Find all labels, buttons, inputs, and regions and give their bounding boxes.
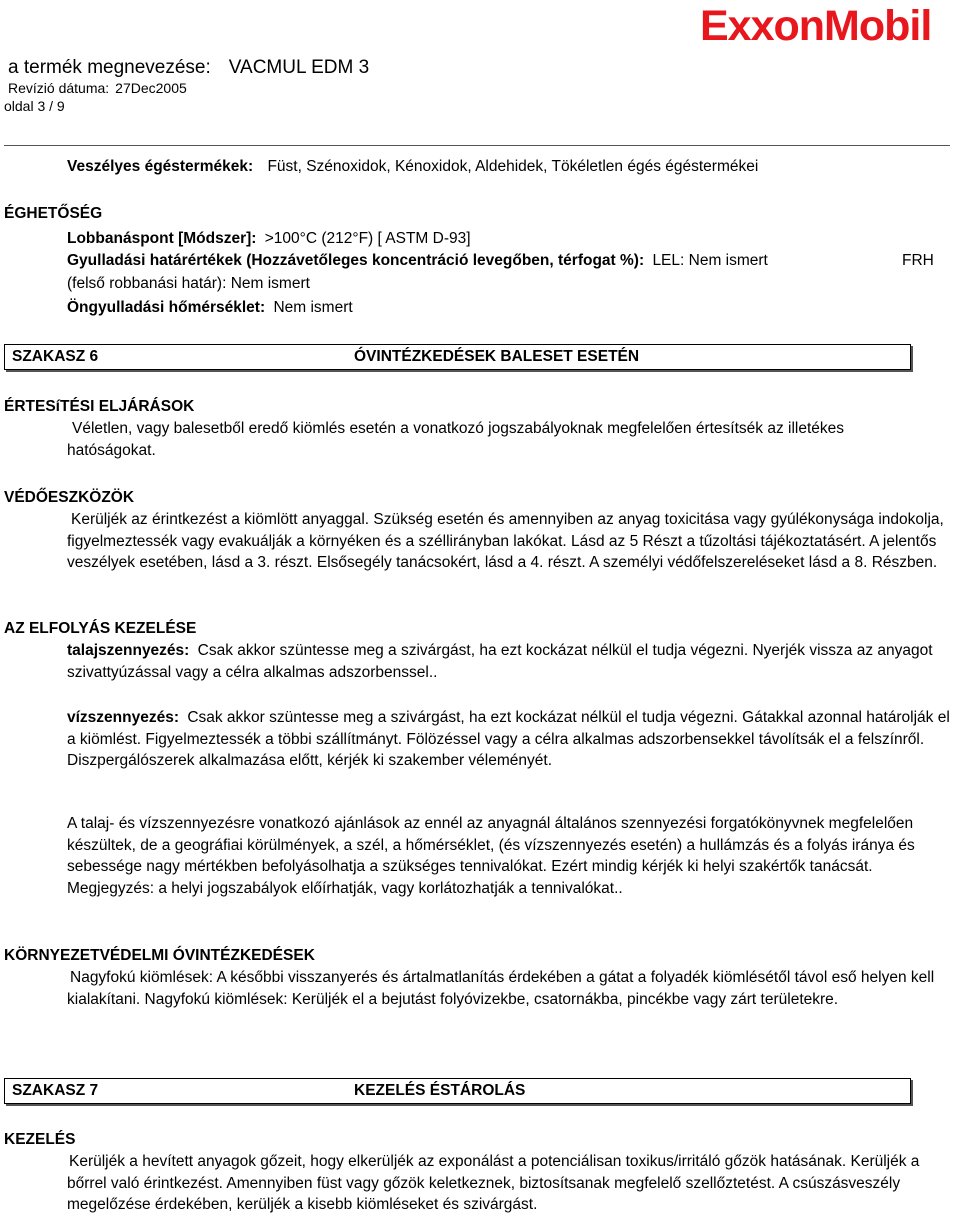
autoignition-line [67, 297, 353, 319]
exxonmobil-logo [700, 2, 955, 48]
section-6-number: SZAKASZ 6 [12, 348, 99, 365]
flammable-limits-line [67, 250, 768, 272]
header-divider [4, 145, 950, 146]
water-spill-label: vízszennyezés: [67, 709, 179, 726]
hazardous-combustion-line [67, 156, 758, 178]
section-6-header [4, 344, 911, 370]
product-name-label: a termék megnevezése: [8, 57, 211, 78]
svg-text:ExxonMobil: ExxonMobil [700, 2, 932, 48]
section-6-title: ÓVINTÉZKEDÉSEK BALESET ESETÉN [354, 348, 640, 365]
water-spill-block [67, 707, 955, 772]
spill-advice-text: A talaj- és vízszennyezésre vonatkozó ajánlások az ennél az anyagnál általános szennyezési forgatókönyvnek megfelelően készültek, de a geográfiai körülmények, a szél, a hőmérséklet, (és vízszennyezés esetén) a hullámzás és a folyás iránya és sebessége nagy mértékben befolyásolhatja a szükséges tennivalókat. Ezért mindig kérjék ki helyi szakértők tanácsát. Megjegyzés: a helyi jogszabályok előírhatják, vagy korlátozhatják a tennivalókat.. [67, 815, 915, 897]
land-spill-label: talajszennyezés: [67, 642, 190, 659]
product-name-line [8, 57, 369, 79]
flammable-limits-label: Gyulladási határértékek (Hozzávetőleges koncentráció levegőben, térfogat %): [67, 252, 645, 269]
flammability-heading: ÉGHETŐSÉG [4, 205, 103, 222]
section-7-title: KEZELÉS ÉSTÁROLÁS [354, 1082, 526, 1099]
land-spill-text: Csak akkor szüntesse meg a szivárgást, ha ezt kockázat nélkül el tudja végezni. Nyerjék vissza az anyagot szivattyúzással vagy a célra alkalmas adszorbenssel.. [67, 642, 933, 681]
upper-limit-line: (felső robbanási határ): Nem ismert [67, 275, 310, 292]
section-7-number: SZAKASZ 7 [12, 1082, 99, 1099]
handling-heading: KEZELÉS [4, 1131, 76, 1148]
protective-equipment-heading: VÉDŐESZKÖZÖK [4, 489, 135, 506]
notification-heading: ÉRTESíTÉSI ELJÁRÁSOK [4, 398, 195, 415]
page-number: oldal 3 / 9 [4, 98, 65, 114]
section-7-header [4, 1078, 911, 1104]
autoignition-label: Öngyulladási hőmérséklet: [67, 299, 266, 316]
protective-equipment-text: Kerüljék az érintkezést a kiömlött anyaggal. Szükség esetén és amennyiben az anyag toxicitása vagy gyúlékonysága indokolja, figyelmeztessék vagy evakuálják a környéken és a széllirányban lakókat. Lásd az 5 Részt a tűzoltási tájékoztatásért. A jelentős veszélyek esetében, lásd a 3. részt. Elsősegély tanácsokért, lásd a 4. részt. A személyi védőfelszereléseket lásd a 8. Részben. [67, 511, 944, 571]
hazardous-combustion-label: Veszélyes égéstermékek: [67, 158, 254, 175]
environmental-precautions-heading: KÖRNYEZETVÉDELMI ÓVINTÉZKEDÉSEK [4, 947, 315, 964]
flash-point-label: Lobbanáspont [Módszer]: [67, 230, 257, 247]
land-spill-block [67, 640, 955, 683]
water-spill-text: Csak akkor szüntesse meg a szivárgást, ha ezt kockázat nélkül el tudja végezni. Gátakkal azonnal határolják el a kiömlést. Figyelmeztessék a többi szállítmányt. Fölözéssel vagy a célra alkalmas adszorbensekkel távolítsák el a felszínről. Diszpergálószerek alkalmazása előtt, kérjék ki szakember véleményét. [67, 709, 950, 769]
flammable-limits-value: LEL: Nem ismert [652, 252, 768, 269]
environmental-precautions-text: Nagyfokú kiömlések: A későbbi visszanyerés és ártalmatlanítás érdekében a gátat a folyadék kiömlésétől távol eső helyen kell kialakítani. Nagyfokú kiömlések: Kerüljék el a bejutást folyóvizekbe, csatornákba, pincékbe vagy zárt területekre. [67, 969, 935, 1008]
handling-text: Kerüljék a hevített anyagok gőzeit, hogy elkerüljék az exponálást a potenciálisan toxikus/irritáló gőzök hatásának. Kerüljék a bőrrel való érintkezést. Amennyiben füst vagy gőzök keletkeznek, biztosítsanak megfelelő szellőztetést. A csúszásveszély megelőzése érdekében, kerüljék a kisebb kiömléseket és szivárgást. [67, 1153, 920, 1213]
spill-management-heading: AZ ELFOLYÁS KEZELÉSE [4, 620, 197, 637]
revision-date-label: Revízió dátuma: [8, 80, 110, 96]
flash-point-line [67, 228, 471, 250]
notification-text: Véletlen, vagy balesetből eredő kiömlés esetén a vonatkozó jogszabályoknak megfelelően értesítsék az illetékes hatóságokat. [67, 420, 845, 459]
flash-point-value: >100°C (212°F) [ ASTM D-93] [264, 230, 471, 247]
flammable-limits-code: FRH [902, 252, 934, 269]
hazardous-combustion-value: Füst, Szénoxidok, Kénoxidok, Aldehidek, Tökéletlen égés égéstermékei [267, 158, 759, 175]
revision-date-line [8, 80, 187, 96]
revision-date-value: 27Dec2005 [115, 80, 187, 96]
autoignition-value: Nem ismert [273, 299, 353, 316]
product-name-value: VACMUL EDM 3 [228, 57, 370, 78]
